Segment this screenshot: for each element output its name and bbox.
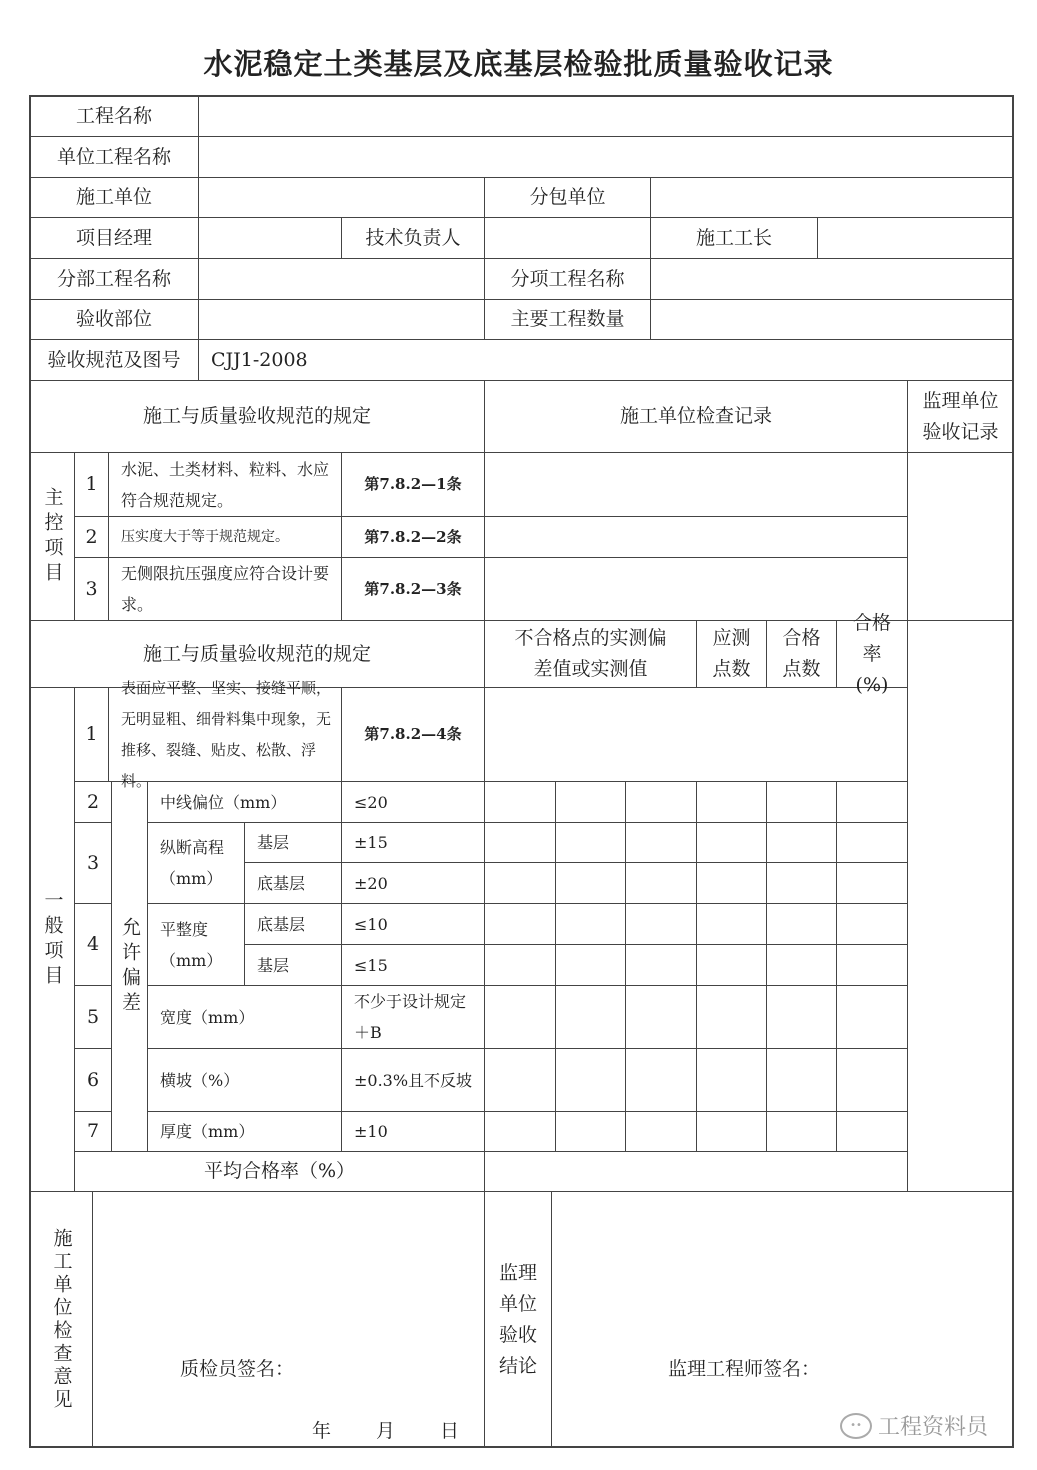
measurement-cell[interactable] (485, 1112, 556, 1152)
tolerance-value: ≤20 (342, 782, 485, 823)
tolerance-subname: 基层 (245, 945, 342, 986)
measurement-cell[interactable] (697, 863, 767, 904)
measurement-cell[interactable] (697, 782, 767, 823)
measurement-cell[interactable] (697, 945, 767, 986)
measurement-cell[interactable] (556, 823, 626, 863)
measurement-cell[interactable] (556, 782, 626, 823)
tolerance-name: 纵断高程（mm） (148, 823, 245, 904)
label-subitem-name: 分项工程名称 (485, 259, 651, 300)
measurement-cell[interactable] (485, 782, 556, 823)
construction-opinion-field[interactable] (93, 1192, 485, 1448)
tolerance-subname: 底基层 (245, 863, 342, 904)
field-project-manager[interactable] (199, 218, 342, 259)
inspector-sign-label: 质检员签名： (180, 1358, 295, 1380)
general-item-no: 4 (75, 904, 112, 986)
average-rate-value[interactable] (485, 1152, 908, 1192)
general-label: 一般项目 (30, 688, 75, 1192)
main-item-clause: 第7.8.2—2条 (342, 517, 485, 558)
label-spec: 验收规范及图号 (30, 340, 199, 381)
measurement-cell[interactable] (837, 1049, 908, 1112)
measurement-cell[interactable] (697, 823, 767, 863)
main-supervisor-record[interactable] (908, 453, 1014, 621)
label-acceptance-location: 验收部位 (30, 300, 199, 340)
measurement-cell[interactable] (837, 863, 908, 904)
supervisor-conclusion-label: 监理单位验收结论 (485, 1192, 552, 1448)
tolerance-name: 厚度（mm） (148, 1112, 342, 1152)
date-month: 月 (376, 1420, 396, 1442)
field-technical-lead[interactable] (485, 218, 651, 259)
tolerance-subname: 底基层 (245, 904, 342, 945)
field-unit-project-name[interactable] (199, 137, 1014, 178)
main-item-text: 水泥、土类材料、粒料、水应符合规范规定。 (109, 453, 342, 517)
measurement-cell[interactable] (626, 1049, 697, 1112)
header2-points-to-measure: 应测点数 (697, 621, 767, 688)
measurement-cell[interactable] (626, 823, 697, 863)
tolerance-name: 宽度（mm） (148, 986, 342, 1049)
measurement-cell[interactable] (626, 1112, 697, 1152)
general-supervisor-record[interactable] (908, 621, 1014, 1192)
field-project-name[interactable] (199, 96, 1014, 137)
tolerance-value: 不少于设计规定＋B (342, 986, 485, 1049)
label-division-name: 分部工程名称 (30, 259, 199, 300)
header2-spec: 施工与质量验收规范的规定 (30, 621, 485, 688)
label-technical-lead: 技术负责人 (342, 218, 485, 259)
date-day: 日 (440, 1420, 460, 1442)
measurement-cell[interactable] (626, 782, 697, 823)
header-spec: 施工与质量验收规范的规定 (30, 381, 485, 453)
tolerance-value: ≤15 (342, 945, 485, 986)
label-subcontract-unit: 分包单位 (485, 178, 651, 218)
tolerance-value: ±20 (342, 863, 485, 904)
measurement-cell[interactable] (837, 782, 908, 823)
measurement-cell[interactable] (767, 1112, 837, 1152)
general-item-text: 表面应平整、坚实、接缝平顺，无明显粗、细骨料集中现象，无推移、裂缝、贴皮、松散、浮料。 (109, 688, 342, 782)
tolerance-name: 中线偏位（mm） (148, 782, 342, 823)
general-item-clause: 第7.8.2—4条 (342, 688, 485, 782)
main-item-text: 压实度大于等于规范规定。 (109, 517, 342, 558)
header2-qualified-points: 合格点数 (767, 621, 837, 688)
main-item-no: 2 (75, 517, 109, 558)
measurement-cell[interactable] (556, 1049, 626, 1112)
measurement-cell[interactable] (767, 1049, 837, 1112)
measurement-cell[interactable] (767, 904, 837, 945)
label-unit-project-name: 单位工程名称 (30, 137, 199, 178)
measurement-cell[interactable] (837, 1112, 908, 1152)
measurement-cell[interactable] (556, 904, 626, 945)
field-main-quantity[interactable] (651, 300, 1014, 340)
general-item-no: 1 (75, 688, 109, 782)
tolerance-name: 平整度（mm） (148, 904, 245, 986)
main-item-record[interactable] (485, 453, 908, 517)
measurement-cell[interactable] (767, 823, 837, 863)
field-subcontract-unit[interactable] (651, 178, 1014, 218)
field-construction-unit[interactable] (199, 178, 485, 218)
label-main-quantity: 主要工程数量 (485, 300, 651, 340)
average-rate-label: 平均合格率（%） (75, 1152, 485, 1192)
measurement-cell[interactable] (485, 1049, 556, 1112)
measurement-cell[interactable] (837, 823, 908, 863)
measurement-cell[interactable] (837, 904, 908, 945)
measurement-cell[interactable] (485, 823, 556, 863)
measurement-cell[interactable] (837, 986, 908, 1049)
measurement-cell[interactable] (485, 863, 556, 904)
wechat-icon: •• (840, 1413, 872, 1439)
measurement-cell[interactable] (485, 945, 556, 986)
measurement-cell[interactable] (697, 904, 767, 945)
construction-opinion-label: 施工单位检查意见 (30, 1192, 93, 1448)
field-subitem-name[interactable] (651, 259, 1014, 300)
general-item-no: 5 (75, 986, 112, 1049)
tolerance-name: 横坡（%） (148, 1049, 342, 1112)
form-title: 水泥稳定土类基层及底基层检验批质量验收记录 (203, 47, 834, 81)
main-item-no: 1 (75, 453, 109, 517)
measurement-cell[interactable] (767, 986, 837, 1049)
watermark-text: 工程资料员 (878, 1415, 989, 1440)
measurement-cell[interactable] (626, 863, 697, 904)
general-item-no: 7 (75, 1112, 112, 1152)
main-item-text: 无侧限抗压强度应符合设计要求。 (109, 558, 342, 621)
main-item-clause: 第7.8.2—3条 (342, 558, 485, 621)
field-division-name[interactable] (199, 259, 485, 300)
label-project-name: 工程名称 (30, 96, 199, 137)
measurement-cell[interactable] (697, 1112, 767, 1152)
field-spec[interactable]: CJJ1-2008 (199, 340, 1014, 381)
measurement-cell[interactable] (767, 945, 837, 986)
field-foreman[interactable] (818, 218, 1014, 259)
measurement-cell[interactable] (485, 904, 556, 945)
measurement-cell[interactable] (556, 986, 626, 1049)
engineer-sign-label: 监理工程师签名： (668, 1358, 821, 1380)
measurement-cell[interactable] (556, 945, 626, 986)
general-item-no: 3 (75, 823, 112, 904)
measurement-cell[interactable] (767, 782, 837, 823)
measurement-cell[interactable] (697, 1049, 767, 1112)
measurement-cell[interactable] (626, 986, 697, 1049)
measurement-cell[interactable] (626, 904, 697, 945)
tolerance-value: ≤10 (342, 904, 485, 945)
header2-pass-rate: 合格率(%) (837, 621, 908, 688)
main-item-clause: 第7.8.2—1条 (342, 453, 485, 517)
measurement-cell[interactable] (556, 863, 626, 904)
tolerance-subname: 基层 (245, 823, 342, 863)
measurement-cell[interactable] (556, 1112, 626, 1152)
tolerance-value: ±15 (342, 823, 485, 863)
general-item-record[interactable] (485, 688, 908, 782)
label-foreman: 施工工长 (651, 218, 818, 259)
measurement-cell[interactable] (767, 863, 837, 904)
watermark (840, 1410, 988, 1441)
main-item-no: 3 (75, 558, 109, 621)
general-item-no: 2 (75, 782, 112, 823)
measurement-cell[interactable] (485, 986, 556, 1049)
main-item-record[interactable] (485, 517, 908, 558)
header-check-record: 施工单位检查记录 (485, 381, 908, 453)
measurement-cell[interactable] (837, 945, 908, 986)
header-supervisor-record: 监理单位验收记录 (908, 381, 1014, 453)
allowed-deviation-label: 允许偏差 (112, 782, 148, 1152)
date-year: 年 (312, 1420, 332, 1442)
label-construction-unit: 施工单位 (30, 178, 199, 218)
main-item-record[interactable] (485, 558, 908, 621)
label-project-manager: 项目经理 (30, 218, 199, 259)
field-acceptance-location[interactable] (199, 300, 485, 340)
tolerance-value: ±10 (342, 1112, 485, 1152)
measurement-cell[interactable] (697, 986, 767, 1049)
general-item-no: 6 (75, 1049, 112, 1112)
measurement-cell[interactable] (626, 945, 697, 986)
tolerance-value: ±0.3%且不反坡 (342, 1049, 485, 1112)
header2-deviation: 不合格点的实测偏差值或实测值 (485, 621, 697, 688)
main-control-label: 主控项目 (30, 453, 75, 621)
